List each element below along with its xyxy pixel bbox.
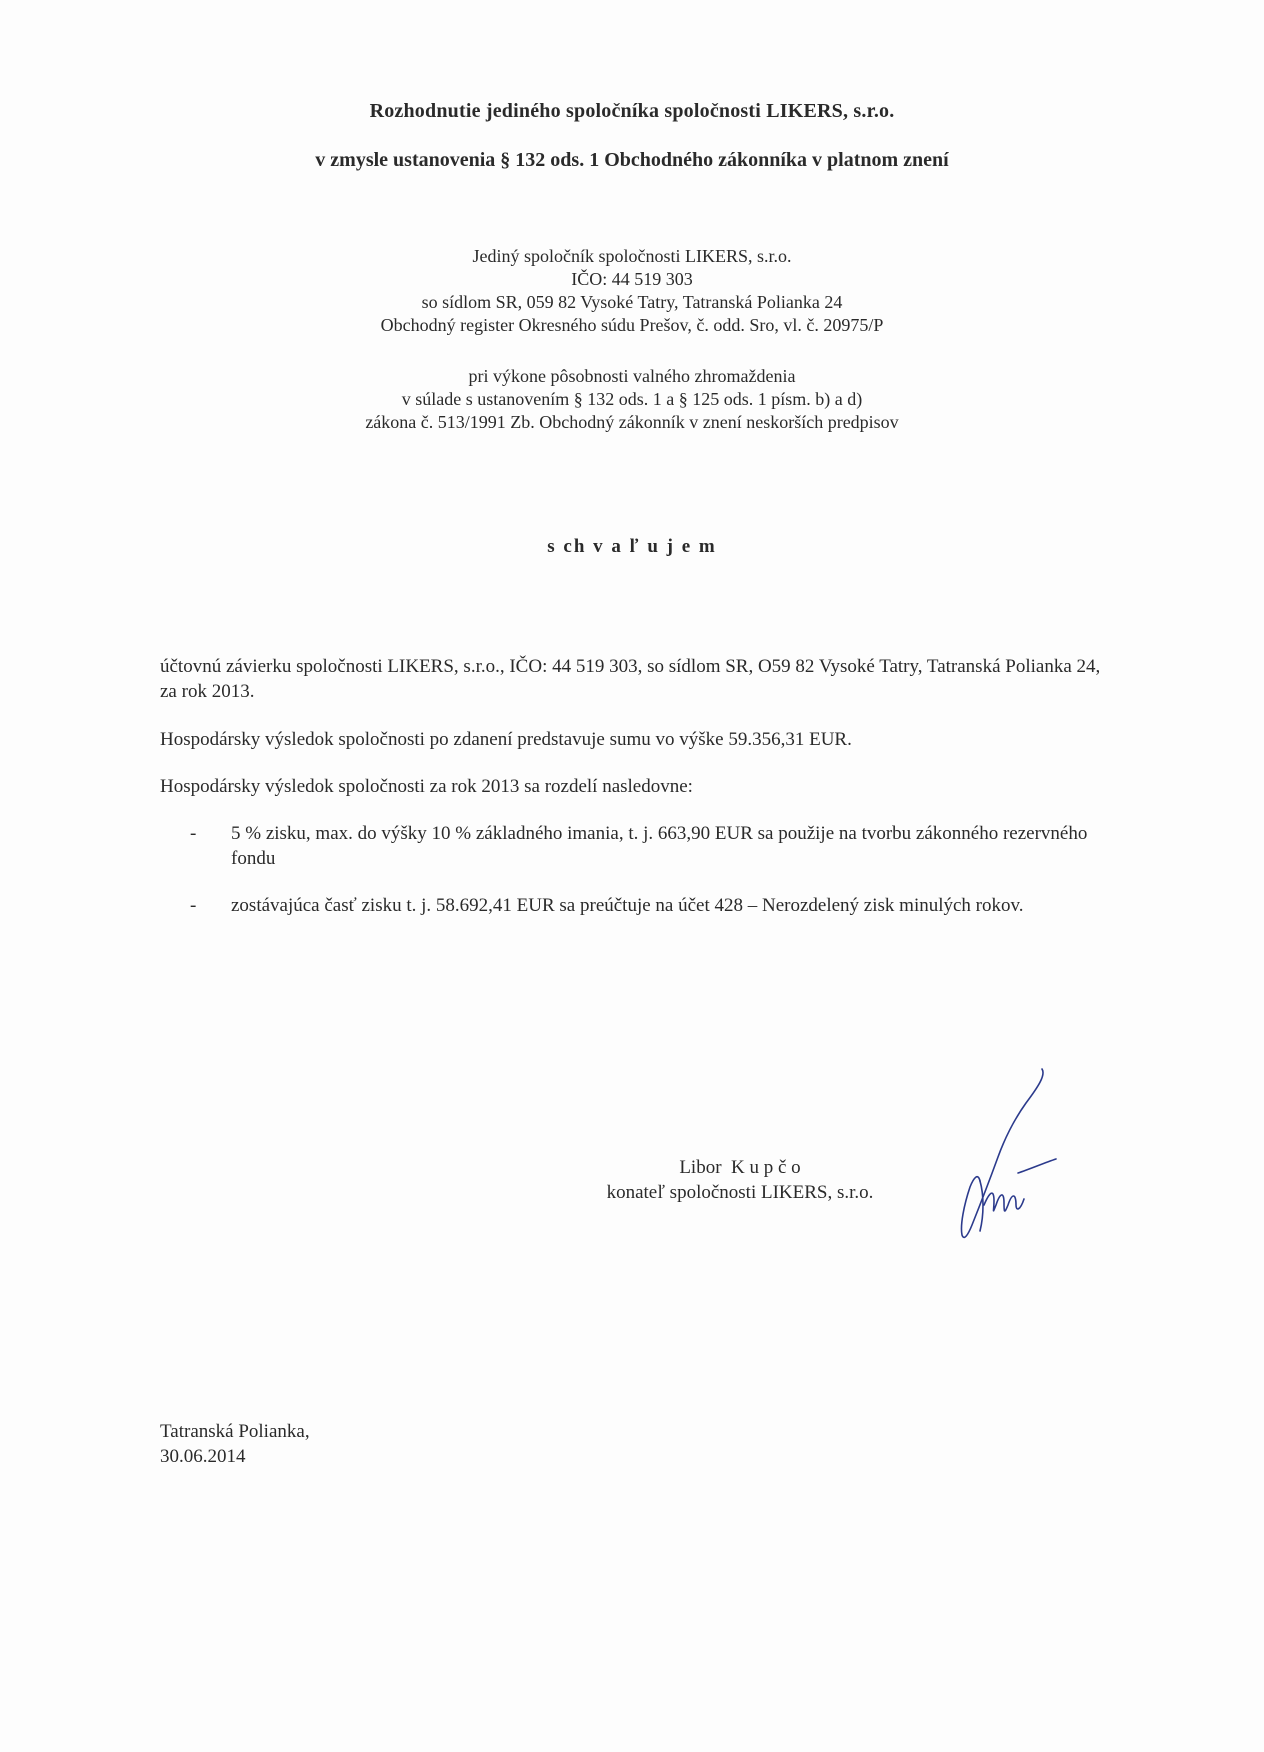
bullet-text: 5 % zisku, max. do výšky 10 % základného imania, t. j. 663,90 EUR sa použije na tvorbu zákonného rezervného fondu (231, 823, 1088, 869)
signatory-role: konateľ spoločnosti LIKERS, s.r.o. (606, 1182, 874, 1203)
company-block (0, 245, 1264, 337)
bullet-dash: - (190, 895, 197, 916)
bullet-dash: - (190, 823, 197, 844)
authority-line-3: zákona č. 513/1991 Zb. Obchodný zákonník v znení neskorších predpisov (365, 412, 899, 432)
footer-place-date (160, 1419, 310, 1469)
body-paragraph-profit: Hospodársky výsledok spoločnosti po zdanení predstavuje sumu vo výške 59.356,31 EUR. (160, 729, 852, 750)
document-subtitle: v zmysle ustanovenia § 132 ods. 1 Obchodného zákonníka v platnom znení (315, 149, 949, 171)
bullet-text: zostávajúca časť zisku t. j. 58.692,41 EUR sa preúčtuje na účet 428 – Nerozdelený zisk minulých rokov. (231, 895, 1024, 916)
body-paragraph-statement: účtovnú závierku spoločnosti LIKERS, s.r.o., IČO: 44 519 303, so sídlom SR, O59 82 Vysoké Tatry, Tatranská Polianka 24, za rok 2013. (160, 656, 1101, 702)
company-line-name: Jediný spoločník spoločnosti LIKERS, s.r.o. (472, 246, 792, 266)
company-line-ico: IČO: 44 519 303 (571, 269, 693, 289)
body-paragraph-distribution: Hospodársky výsledok spoločnosti za rok 2013 sa rozdelí nasledovne: (160, 776, 693, 797)
approve-heading: s ch v a ľ u j e m (547, 536, 717, 557)
company-line-register: Obchodný register Okresného súdu Prešov, č. odd. Sro, vl. č. 20975/P (380, 315, 884, 335)
footer-place: Tatranská Polianka, (160, 1421, 310, 1442)
authority-line-2: v súlade s ustanovením § 132 ods. 1 a § 125 ods. 1 písm. b) a d) (401, 389, 863, 409)
document-title: Rozhodnutie jediného spoločníka spoločnosti LIKERS, s.r.o. (369, 100, 895, 122)
handwritten-signature (950, 1065, 1060, 1245)
company-line-address: so sídlom SR, 059 82 Vysoké Tatry, Tatranská Polianka 24 (421, 292, 843, 312)
authority-line-1: pri výkone pôsobnosti valného zhromaždenia (468, 366, 796, 386)
authority-block (0, 365, 1264, 434)
signatory-name: Libor K u p č o (679, 1157, 801, 1178)
footer-date: 30.06.2014 (160, 1446, 246, 1467)
signatory-block (560, 1155, 920, 1205)
